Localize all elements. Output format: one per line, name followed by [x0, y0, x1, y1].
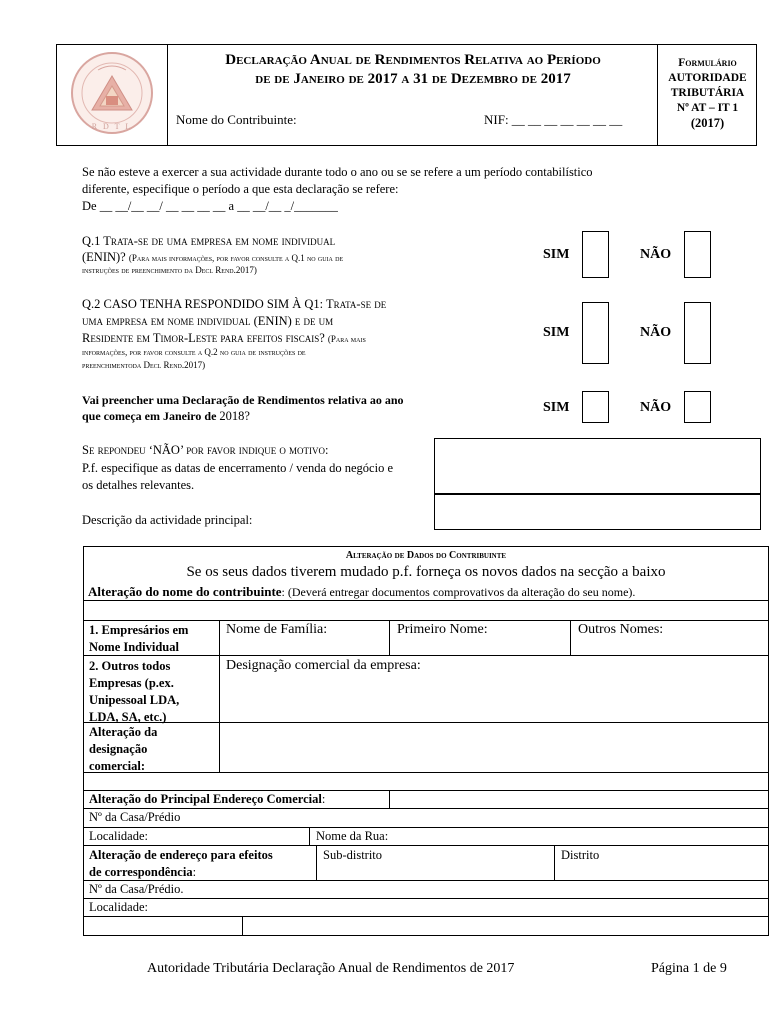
correspondence-label: [89, 847, 273, 881]
q3-no-label: NÃO: [640, 400, 672, 415]
locality-field[interactable]: Localidade:: [89, 829, 148, 843]
changes-subtitle: Se os seus dados tiverem mudado p.f. forneça os novos dados na secção a baixo: [186, 564, 666, 580]
activity-label: Descrição da actividade principal:: [82, 513, 253, 527]
q1-yes-checkbox[interactable]: [582, 231, 609, 278]
line-before-row1: [83, 620, 769, 621]
q1-no-label: NÃO: [640, 247, 672, 262]
q1-line-3: instruções de preenchimento da Decl Rend.2017): [82, 265, 257, 275]
footer-left: Autoridade Tributária Declaração Anual de Rendimentos de 2017: [147, 961, 515, 976]
q3-line-1: Vai preencher uma Declaração de Rendimentos relativa ao ano: [82, 393, 404, 407]
name-change-title: Alteração do nome do contribuinte: [88, 584, 282, 599]
q2-line-2: uma empresa em nome individual (ENIN) e de um: [82, 314, 334, 328]
footer-page-number: Página 1 de 9: [651, 961, 727, 976]
period-line-2: diferente, especifique o período a que esta declaração se refere:: [82, 182, 399, 196]
row3-label-line1: Alteração da: [89, 725, 158, 739]
row2-label-line4: LDA, SA, etc.): [89, 710, 167, 724]
reason-line-1: Se repondeu ‘NÃO’ por favor indique o motivo:: [82, 443, 329, 457]
q2-line-5: preenchimentoda Decl Rend.2017): [82, 360, 206, 370]
title-line-2: de de Janeiro de 2017 a 31 de Dezembro de 2017: [255, 71, 571, 87]
q2-line-3: [82, 330, 366, 347]
line-after-house-2: [83, 898, 769, 899]
q3-line-2: [82, 408, 250, 425]
subdistrict-field[interactable]: Sub-distrito: [323, 848, 383, 862]
correspondence-colon: :: [192, 865, 197, 879]
row1-divider-b: [570, 620, 571, 655]
form-line-5: (2017): [690, 116, 725, 130]
line-after-name-change: [83, 600, 769, 601]
locality-divider: [309, 827, 310, 845]
q1-yes-label: SIM: [543, 247, 570, 262]
line-after-locality: [83, 845, 769, 846]
q3-start: que começa em Janeiro de: [82, 409, 220, 423]
house-number-field-2[interactable]: Nº da Casa/Prédio.: [89, 882, 184, 896]
house-number-field[interactable]: Nº da Casa/Prédio: [89, 810, 181, 824]
line-after-locality-2: [83, 916, 769, 917]
name-change-row: [88, 583, 635, 601]
district-field[interactable]: Distrito: [561, 848, 600, 862]
corr-divider-b: [554, 845, 555, 880]
trade-name-field[interactable]: Designação comercial da empresa:: [226, 658, 421, 673]
correspondence-line2: de correspondência: [89, 865, 193, 879]
address-title-divider: [389, 790, 390, 808]
other-names-field[interactable]: Outros Nomes:: [578, 622, 664, 637]
q2-yes-checkbox[interactable]: [582, 302, 609, 364]
row1-label: [89, 622, 188, 656]
line-after-address-title: [83, 808, 769, 809]
q2-line-4: informações, por favor consulte a Q.2 no guia de instruções de: [82, 347, 306, 357]
row3-label: [89, 724, 157, 775]
q2-line-1: Q.2 CASO TENHA RESPONDIDO SIM À Q1: Trata-se de: [82, 297, 387, 311]
row2-label-line2: Empresas (p.ex.: [89, 676, 174, 690]
line-after-row1: [83, 655, 769, 656]
seal-text-bottom: R D T L: [91, 122, 133, 131]
reason-line-3: os detalhes relevantes.: [82, 478, 195, 492]
q3-yes-label: SIM: [543, 400, 570, 415]
q2-note: (Para mais: [327, 334, 366, 344]
row1-label-line1: 1. Empresários em: [89, 623, 189, 637]
address-title: [89, 791, 325, 808]
q2-yes-label: SIM: [543, 325, 570, 340]
row3-label-line3: comercial:: [89, 759, 145, 773]
form-line-3: TRIBUTÁRIA: [670, 87, 745, 99]
form-line-1: Formulário: [678, 57, 737, 69]
family-name-field[interactable]: Nome de Família:: [226, 622, 328, 637]
reason-line-2: P.f. especifique as datas de encerramento / venda do negócio e: [82, 461, 393, 475]
national-seal-icon: [60, 48, 164, 142]
period-line-1: Se não esteve a exercer a sua actividade durante todo o ano ou se se refere a um período contabilístico: [82, 165, 593, 179]
q1-no-checkbox[interactable]: [684, 231, 711, 278]
form-line-2: AUTORIDADE: [668, 72, 747, 84]
q3-yes-checkbox[interactable]: [582, 391, 609, 423]
period-date-field[interactable]: De __ __/__ __/ __ __ __ __ a __ __/__ _/_______: [82, 199, 338, 213]
q2-no-label: NÃO: [640, 325, 672, 340]
nif-label: NIF: __ __ __ __ __ __ __: [484, 112, 623, 127]
name-change-note: : (Deverá entregar documentos comprovativos da alteração do seu nome).: [281, 585, 636, 599]
form-line-4: Nº AT – IT 1: [676, 102, 739, 114]
row2-label-line3: Unipessoal LDA,: [89, 693, 180, 707]
locality-field-2[interactable]: Localidade:: [89, 900, 148, 914]
q1-enin: (ENIN)?: [82, 250, 129, 264]
trade-name-change-field[interactable]: [220, 723, 768, 771]
q3-no-checkbox[interactable]: [684, 391, 711, 423]
line-after-correspondence: [83, 880, 769, 881]
activity-input-box[interactable]: [434, 494, 761, 530]
row2-label-line1: 2. Outros todos: [89, 659, 171, 673]
street-name-field[interactable]: Nome da Rua:: [316, 829, 389, 843]
last-row-divider: [242, 916, 243, 936]
row3-label-line2: designação: [89, 742, 148, 756]
q2-no-checkbox[interactable]: [684, 302, 711, 364]
changes-section-title: Alteração de Dados do Contribuinte: [345, 550, 507, 561]
reason-input-box[interactable]: [434, 438, 761, 494]
correspondence-line1: Alteração de endereço para efeitos: [89, 848, 273, 862]
q1-line-1: Q.1 Trata-se de uma empresa em nome individual: [82, 234, 336, 248]
row1-divider-a: [389, 620, 390, 655]
taxpayer-name-label: Nome do Contribuinte:: [176, 112, 297, 127]
line-after-row3: [83, 772, 769, 773]
address-title-colon: :: [321, 792, 326, 806]
line-after-house: [83, 827, 769, 828]
form-code-block: [658, 56, 757, 131]
row1-label-line2: Nome Individual: [89, 640, 179, 654]
first-name-field[interactable]: Primeiro Nome:: [397, 622, 488, 637]
q1-note: (Para mais informações, por favor consulte a Q.1 no guia de: [128, 253, 344, 263]
row2-label: [89, 658, 179, 726]
corr-divider-a: [316, 845, 317, 880]
title-line-1: Declaração Anual de Rendimentos Relativa ao Período: [225, 52, 601, 68]
address-title-text: Alteração do Principal Endereço Comercial: [89, 792, 322, 806]
q3-year: 2018?: [219, 409, 250, 423]
q2-resident: Residente em Timor-Leste para efeitos fiscais?: [82, 331, 328, 345]
